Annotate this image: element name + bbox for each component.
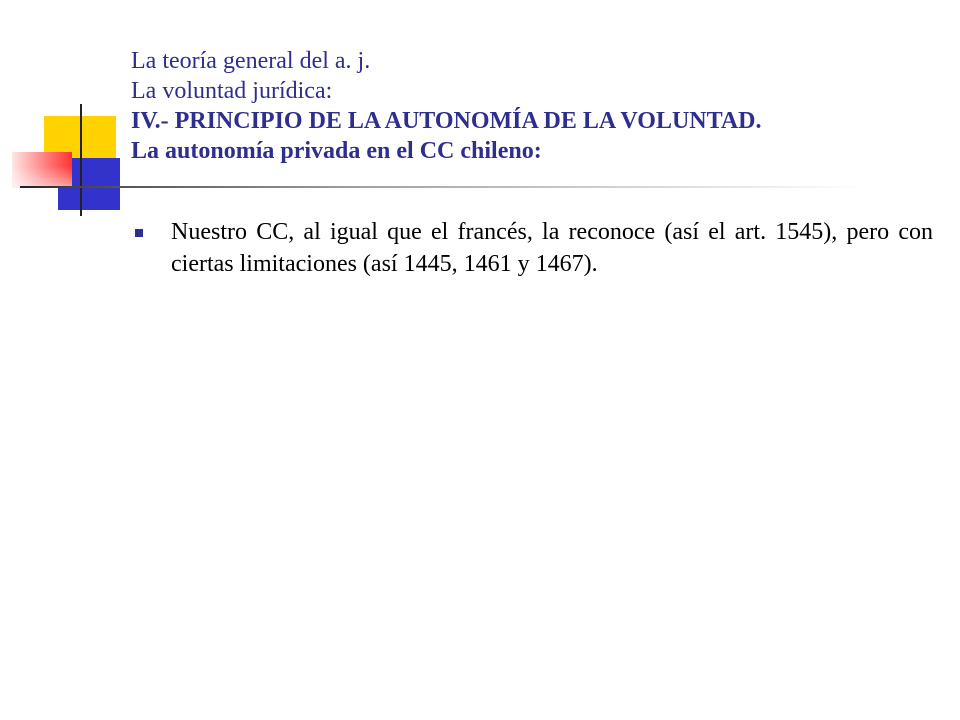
slide-body	[131, 216, 933, 280]
bullet-text: Nuestro CC, al igual que el francés, la reconoce (así el art. 1545), pero con ciertas limitaciones (así 1445, 1461 y 1467).	[171, 219, 933, 277]
title-line-4: La autonomía privada en el CC chileno:	[131, 138, 542, 164]
bullet-item	[131, 216, 933, 280]
title-divider-line	[20, 186, 865, 188]
title-line-2: La voluntad jurídica:	[131, 78, 333, 104]
title-line-1: La teoría general del a. j.	[131, 48, 371, 74]
slide-title	[131, 46, 891, 166]
decorative-vertical-line	[80, 104, 82, 216]
decorative-red-fade	[12, 152, 72, 188]
square-bullet-icon	[135, 229, 143, 237]
title-line-3: IV.- PRINCIPIO DE LA AUTONOMÍA DE LA VOLUNTAD.	[131, 108, 762, 134]
